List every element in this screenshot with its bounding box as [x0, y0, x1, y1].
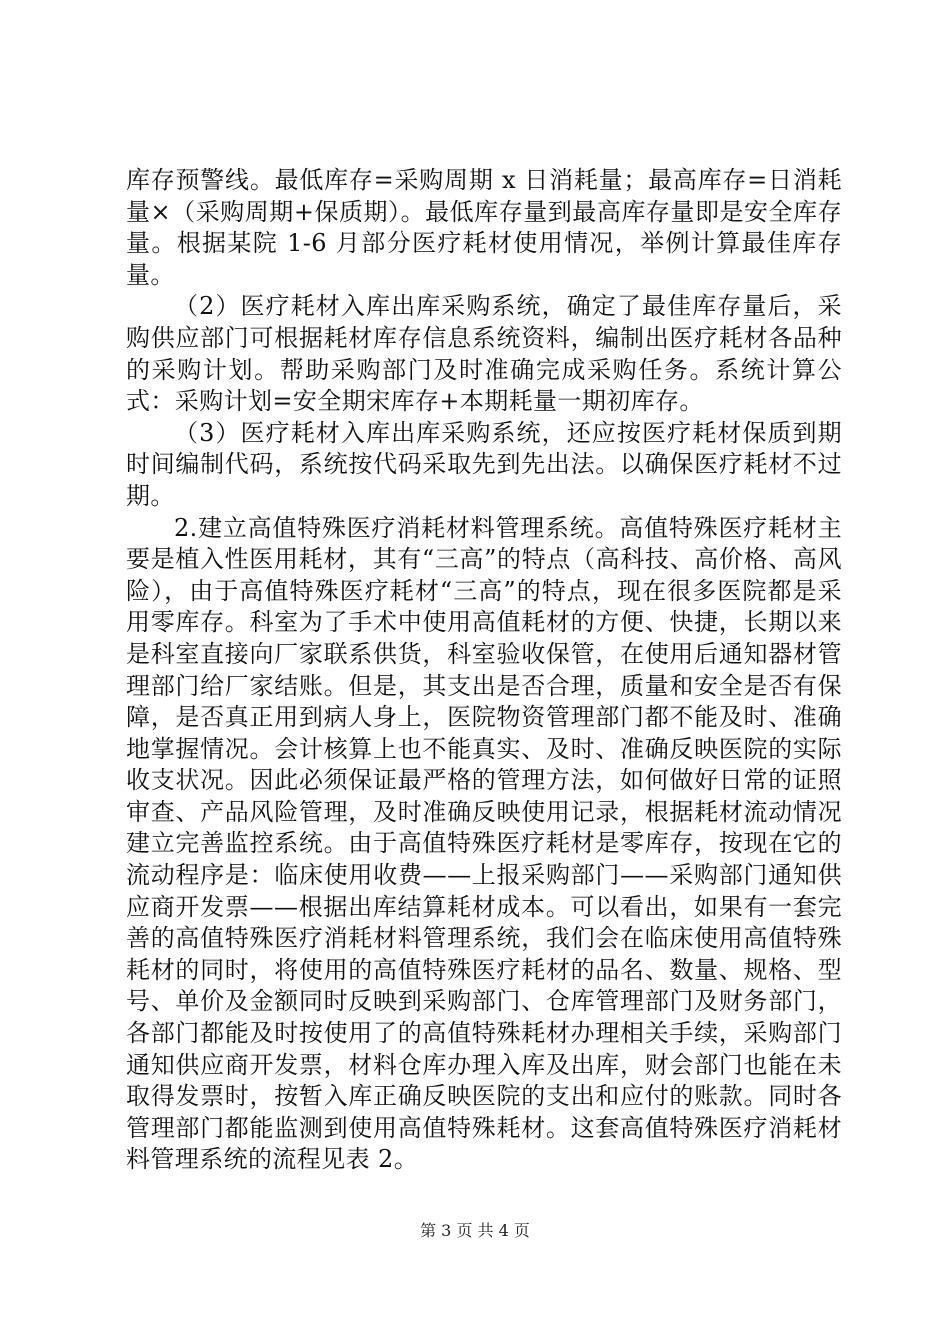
paragraph-high-value-system: 2.建立高值特殊医疗消耗材料管理系统。高值特殊医疗耗材主要是植入性医用耗材，其有“三高”的特点（高科技、高价格、高风险），由于高值特殊医疗耗材“三高”的特点，现在很多医院都是采用零库存。科室为了手术中使用高值耗材的方便、快捷，长期以来是科室直接向厂家联系供货，科室验收保管，在使用后通知器材管理部门给厂家结账。但是，其支出是否合理，质量和安全是否有保障，是否真正用到病人身上，医院物资管理部门都不能及时、准确地掌握情况。会计核算上也不能真实、及时、准确反映医院的实际收支状况。因此必须保证最严格的管理方法，如何做好日常的证照审查、产品风险管理，及时准确反映使用记录，根据耗材流动情况建立完善监控系统。由于高值特殊医疗耗材是零库存，按现在它的流动程序是：临床使用收费——上报采购部门——采购部门通知供应商开发票——根据出库结算耗材成本。可以看出，如果有一套完善的高值特殊医疗消耗材料管理系统，我们会在临床使用高值特殊耗材的同时，将使用的高值特殊医疗耗材的品名、数量、规格、型号、单价及金额同时反映到采购部门、仓库管理部门及财务部门，各部门都能及时按使用了的高值特殊耗材办理相关手续，采购部门通知供应商开发票，材料仓库办理入库及出库，财会部门也能在未取得发票时，按暂入库正确反映医院的支出和应付的账款。同时各管理部门都能监测到使用高值特殊耗材。这套高值特殊医疗消耗材料管理系统的流程见表 2。 — [126, 513, 842, 1174]
paragraph-expiry-code: （3）医疗耗材入库出库采购系统，还应按医疗耗材保质到期时间编制代码，系统按代码采取先到先出法。以确保医疗耗材不过期。 — [126, 418, 842, 510]
document-body — [126, 165, 842, 1176]
paragraph-purchase-plan: （2）医疗耗材入库出库采购系统，确定了最佳库存量后，采购供应部门可根据耗材库存信息系统资料，编制出医疗耗材各品种的采购计划。帮助采购部门及时准确完成采购任务。系统计算公式：采购计划=安全期宋库存+本期耗量一期初库存。 — [126, 292, 842, 416]
paragraph-inventory-warning: 库存预警线。最低库存=采购周期 x 日消耗量；最高库存=日消耗量×（采购周期+保质期）。最低库存量到最高库存量即是安全库存量。根据某院 1-6 月部分医疗耗材使用情况，举例计算最佳库存量。 — [126, 166, 842, 289]
page-footer: 第 3 页 共 4 页 — [420, 1221, 530, 1240]
